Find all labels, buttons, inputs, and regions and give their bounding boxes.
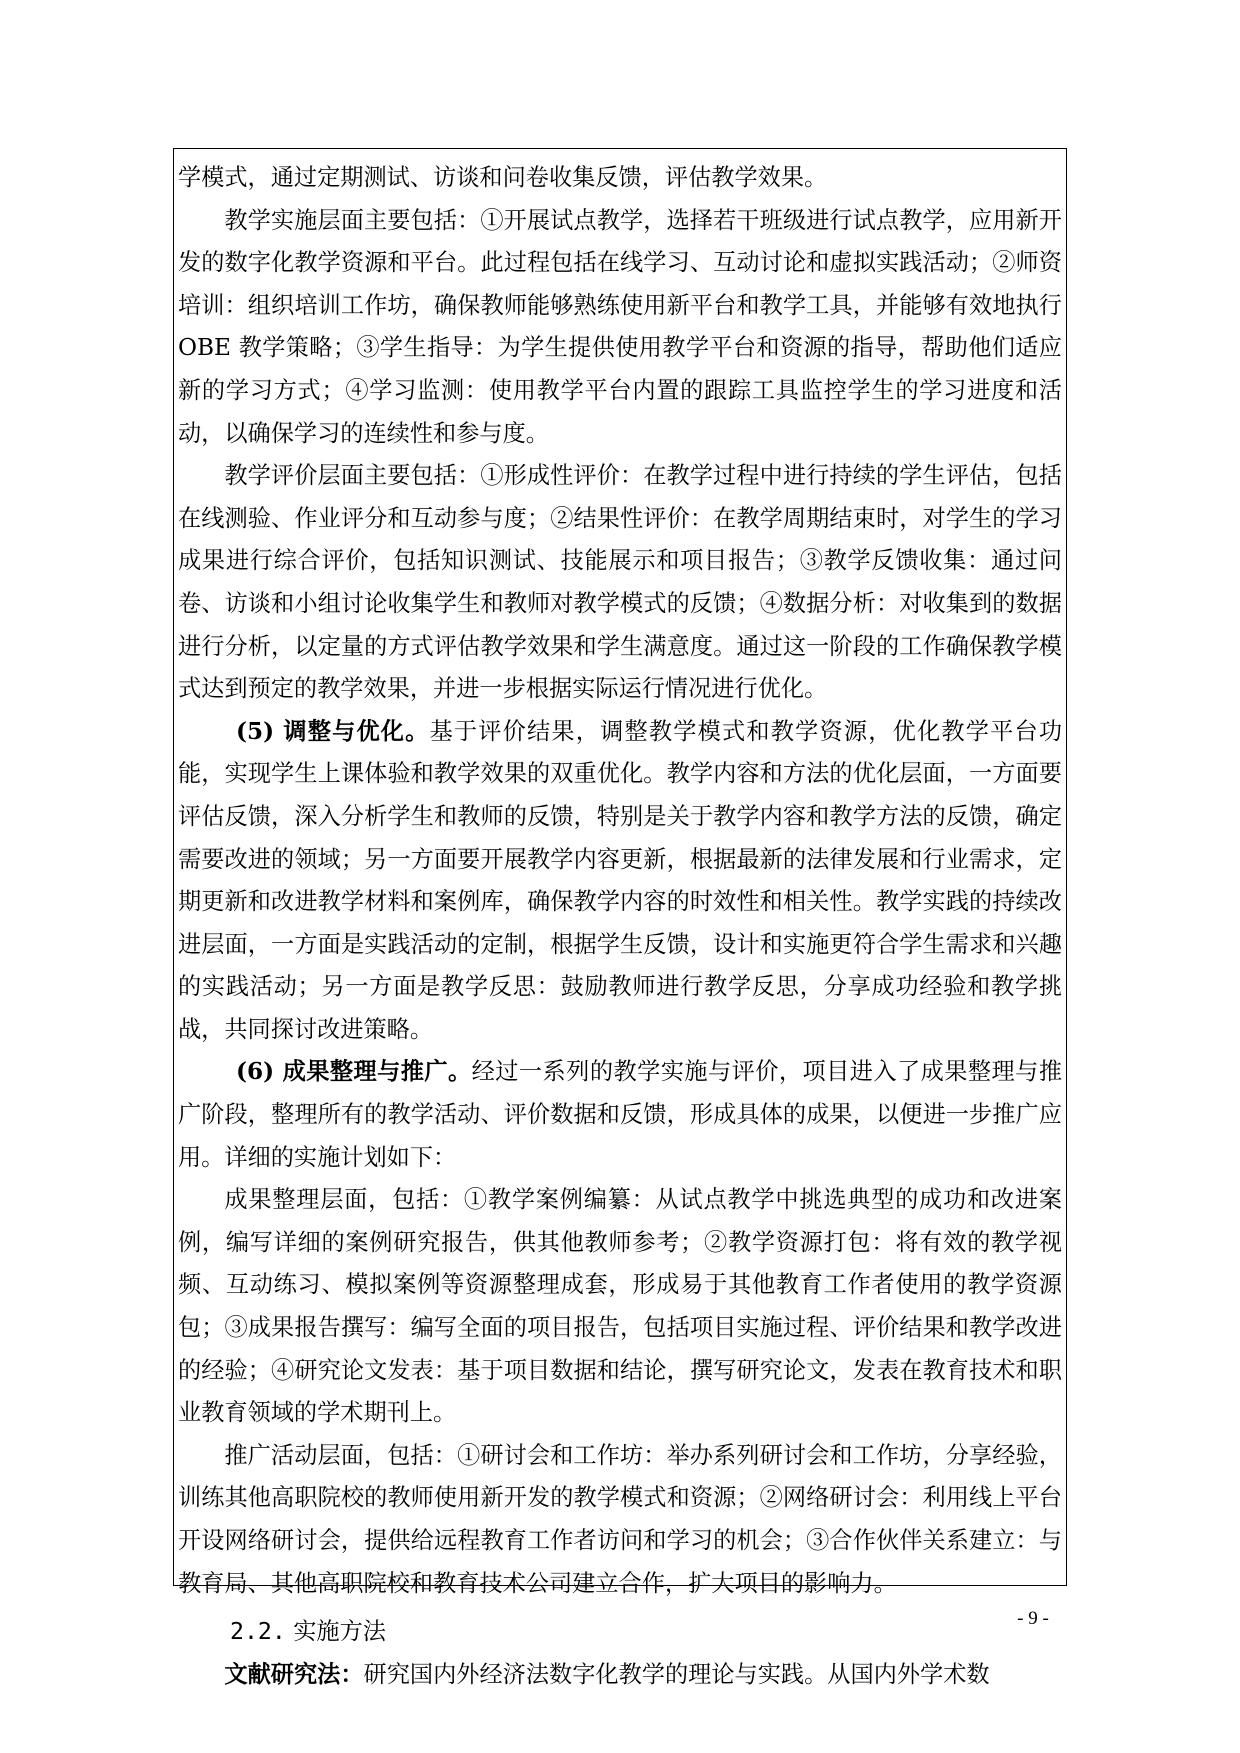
page-number: - 9 - (1017, 1608, 1049, 1629)
paragraph-text: 学模式，通过定期测试、访谈和问卷收集反馈，评估教学效果。 (178, 164, 828, 191)
paragraph-text: 基于评价结果，调整教学模式和教学资源，优化教学平台功能，实现学生上课体验和教学效果的双重优化。教学内容和方法的优化层面，一方面要评估反馈，深入分析学生和教师的反馈，特别是关于教学内容和教学方法的反馈，确定需要改进的领域；另一方面要开展教学内容更新，根据最新的法律发展和行业需求，定期更新和改进教学材料和案例库，确保教学内容的时效性和相关性。教学实践的持续改进层面，一方面是实践活动的定制，根据学生反馈，设计和实施更符合学生需求和兴趣的实践活动；另一方面是教学反思：鼓励教师进行教学反思，分享成功经验和教学挑战，共同探讨改进策略。 (178, 717, 1063, 1043)
section-heading (178, 1611, 1062, 1654)
paragraph-text: 教学实施层面主要包括：①开展试点教学，选择若干班级进行试点教学，应用新开发的数字化教学资源和平台。此过程包括在线学习、互动讨论和虚拟实践活动；②师资培训：组织培训工作坊，确保教师能够熟练使用新平台和教学工具，并能够有效地执行 OBE 教学策略；③学生指导：为学生提供使用教学平台和资源的指导，帮助他们适应新的学习方式；④学习监测：使用教学平台内置的跟踪工具监控学生的学习进度和活动，以确保学习的连续性和参与度。 (178, 206, 1062, 447)
document-frame (173, 148, 1067, 1688)
section-number: 2.2. (230, 1618, 286, 1646)
paragraph-text: 经过一系列的教学实施与评价，项目进入了成果整理与推广阶段，整理所有的教学活动、评价数据和反馈，形成具体的成果，以便进一步推广应用。详细的实施计划如下： (178, 1058, 1063, 1171)
paragraph-adjust-optimize (178, 711, 1062, 1052)
paragraph-literature-method (178, 1654, 1062, 1697)
paragraph-text: 成果整理层面，包括：①教学案例编纂：从试点教学中挑选典型的成功和改进案例，编写详细的案例研究报告，供其他教师参考；②教学资源打包：将有效的教学视频、互动练习、模拟案例等资源整理成套，形成易于其他教育工作者使用的教学资源包；③成果报告撰写：编写全面的项目报告，包括项目实施过程、评价结果和教学改进的经验；④研究论文发表：基于项目数据和结论，撰写研究论文，发表在教育技术和职业教育领域的学术期刊上。 (178, 1186, 1062, 1427)
paragraph-teaching-evaluation (178, 455, 1062, 711)
paragraph-promotion-activities (178, 1435, 1062, 1605)
paragraph-lead: (5) 调整与优化。 (236, 717, 430, 745)
paragraph-lead: (6) 成果整理与推广。 (236, 1058, 472, 1086)
paragraph-teaching-implementation (178, 200, 1062, 456)
paragraph-continuation (178, 157, 1062, 200)
paragraph-text: 研究国内外经济法数字化教学的理论与实践。从国内外学术数 (363, 1660, 990, 1688)
paragraph-lead: 文献研究法： (224, 1660, 364, 1688)
paragraph-text: 教学评价层面主要包括：①形成性评价：在教学过程中进行持续的学生评估，包括在线测验、作业评分和互动参与度；②结果性评价：在教学周期结束时，对学生的学习成果进行综合评价，包括知识测试、技能展示和项目报告；③教学反馈收集：通过问卷、访谈和小组讨论收集学生和教师对教学模式的反馈；④数据分析：对收集到的数据进行分析，以定量的方式评估教学效果和学生满意度。通过这一阶段的工作确保教学模式达到预定的教学效果，并进一步根据实际运行情况进行优化。 (178, 462, 1062, 703)
document-body (178, 157, 1062, 1696)
paragraph-text: 推广活动层面，包括：①研讨会和工作坊：举办系列研讨会和工作坊，分享经验，训练其他高职院校的教师使用新开发的教学模式和资源；②网络研讨会：利用线上平台开设网络研讨会，提供给远程教育工作者访问和学习的机会；③合作伙伴关系建立：与教育局、其他高职院校和教育技术公司建立合作，扩大项目的影响力。 (178, 1441, 1062, 1597)
section-title: 实施方法 (293, 1618, 386, 1646)
paragraph-results-promotion (178, 1051, 1062, 1179)
paragraph-results-organization (178, 1179, 1062, 1435)
